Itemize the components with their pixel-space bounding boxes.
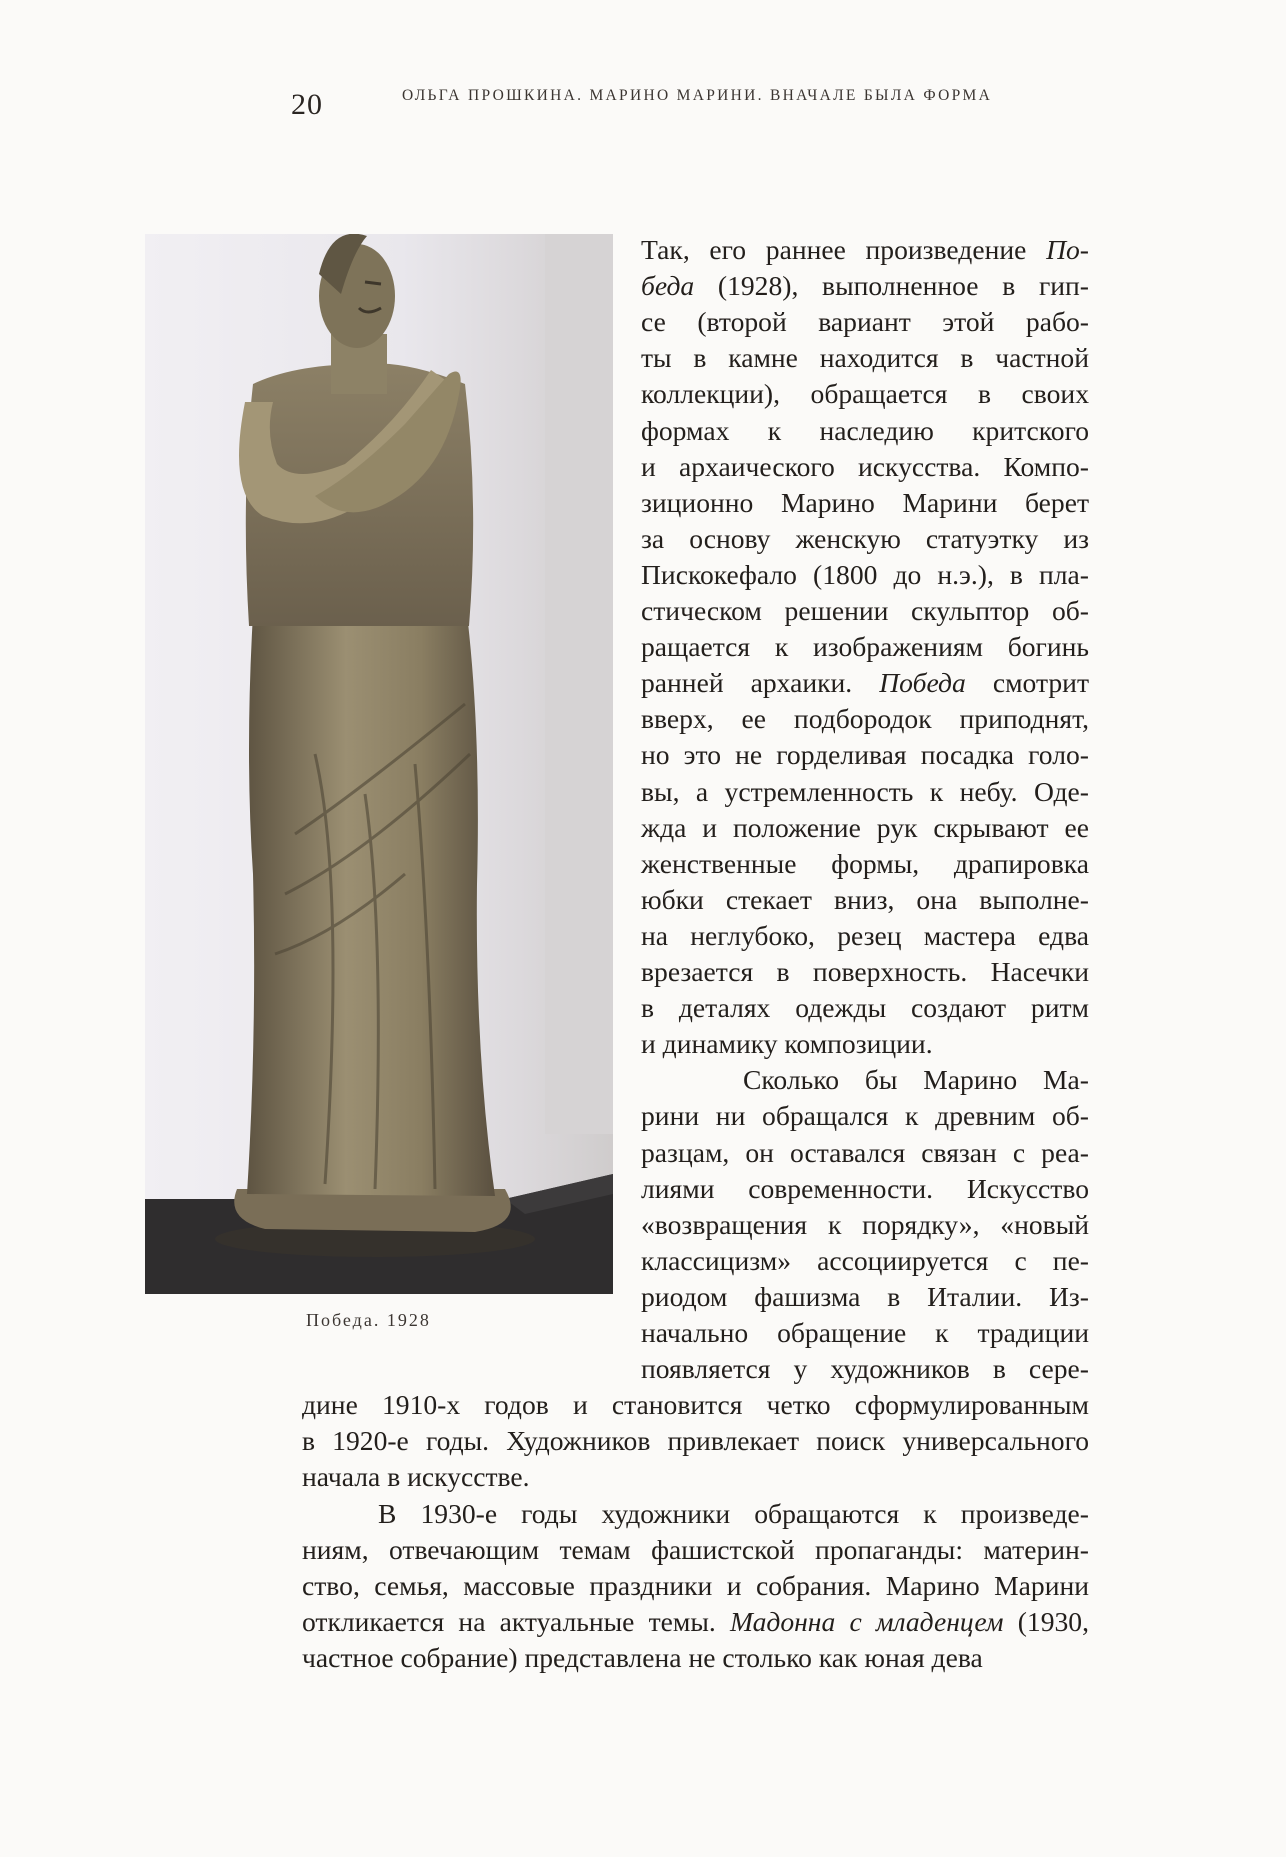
text-line — [641, 593, 1089, 629]
text-segment: се (второй вариант этой рабо- — [641, 306, 1089, 338]
text-line — [641, 1098, 1089, 1134]
text-segment: коллекции), обращается в своих — [641, 378, 1089, 410]
text-segment: дине 1910-х годов и становится четко сформулированным — [302, 1389, 1089, 1421]
text-line — [641, 1243, 1089, 1279]
text-line — [641, 810, 1089, 846]
text-segment: ниям, отвечающим темам фашистской пропаганды: материн- — [302, 1533, 1089, 1565]
running-title: ОЛЬГА ПРОШКИНА. МАРИНО МАРИНИ. ВНАЧАЛЕ БЫЛА ФОРМА — [402, 87, 993, 104]
text-segment: врезается в поверхность. Насечки — [641, 956, 1089, 987]
text-segment: риодом фашизма в Италии. Из- — [641, 1280, 1089, 1312]
text-line — [641, 990, 1089, 1026]
text-line — [641, 521, 1089, 557]
text-segment: классицизм» ассоциируется с пе- — [641, 1244, 1089, 1276]
text-line — [302, 1640, 1089, 1676]
text-line — [302, 1568, 1089, 1604]
text-line — [641, 376, 1089, 412]
text-line — [302, 1604, 1089, 1640]
text-segment: стическом решении скульптор об- — [641, 595, 1089, 626]
text-line — [302, 1459, 1089, 1495]
text-line — [302, 1387, 1089, 1423]
text-line — [641, 954, 1089, 990]
text-line — [641, 846, 1089, 882]
text-segment: в 1920-е годы. Художников привлекает поиск универсального — [302, 1425, 1089, 1457]
text-segment: ранней архаики. — [641, 667, 880, 699]
text-segment: вверх, ее подбородок приподнят, — [641, 703, 1089, 735]
text-segment: и архаического искусства. Компо- — [641, 450, 1089, 482]
text-segment: В 1930-е годы художники обращаются к произведе- — [378, 1497, 1089, 1529]
text-line — [641, 232, 1089, 268]
text-segment: появляется у художников в сере- — [641, 1353, 1089, 1385]
text-line — [641, 774, 1089, 810]
text-segment: ращается к изображениям богинь — [641, 631, 1089, 663]
text-line — [641, 665, 1089, 701]
italic-title: По- — [1046, 234, 1089, 265]
italic-title: Победа — [879, 667, 966, 699]
text-line — [641, 557, 1089, 593]
text-line — [641, 304, 1089, 340]
text-segment: но это не горделивая посадка голо- — [641, 739, 1089, 771]
text-line — [302, 1423, 1089, 1459]
text-line — [641, 737, 1089, 773]
text-line — [641, 1207, 1089, 1243]
text-segment: Пискокефало (1800 до н.э.), в пла- — [641, 558, 1089, 590]
text-segment: начально обращение к традиции — [641, 1317, 1089, 1348]
text-line — [641, 882, 1089, 918]
italic-title: беда — [641, 270, 695, 302]
text-segment: ты в камне находится в частной — [641, 342, 1089, 374]
text-line — [641, 1171, 1089, 1207]
text-segment: разцам, он оставался связан с реа- — [641, 1136, 1089, 1168]
text-segment: откликается на актуальные темы. — [302, 1605, 730, 1637]
text-segment: вы, а устремленность к небу. Оде- — [641, 775, 1089, 807]
text-segment: «возвращения к порядку», «новый — [641, 1208, 1089, 1240]
text-line — [302, 1532, 1089, 1568]
text-segment: Так, его раннее произведение — [641, 234, 1047, 265]
text-segment: зиционно Марино Марини берет — [641, 486, 1089, 518]
text-segment: частное собрание) представлена не столько как юная дева — [302, 1641, 983, 1673]
text-line — [641, 1351, 1089, 1387]
text-segment: в деталях одежды создают ритм — [641, 992, 1089, 1024]
text-segment: смотрит — [965, 667, 1089, 699]
text-line — [641, 629, 1089, 665]
text-line — [641, 268, 1089, 304]
text-segment: за основу женскую статуэтку из — [641, 522, 1089, 554]
text-segment: начала в искусстве. — [302, 1461, 530, 1493]
text-segment: лиями современности. Искусство — [641, 1172, 1089, 1204]
text-segment: на неглубоко, резец мастера едва — [641, 919, 1089, 951]
text-line — [641, 918, 1089, 954]
text-segment: и динамику композиции. — [641, 1028, 933, 1060]
page-number: 20 — [291, 88, 323, 121]
text-line — [641, 413, 1089, 449]
text-segment: женственные формы, драпировка — [641, 847, 1089, 879]
text-line — [743, 1062, 1089, 1098]
text-segment: жда и положение рук скрывают ее — [641, 811, 1089, 843]
text-line — [641, 485, 1089, 521]
text-segment: рини ни обращался к древним об- — [641, 1100, 1089, 1132]
text-line — [641, 1026, 1089, 1062]
italic-title: Мадонна с младенцем — [729, 1605, 1004, 1637]
text-segment: формах к наследию критского — [641, 414, 1089, 446]
text-segment: юбки стекает вниз, она выполне- — [641, 883, 1089, 915]
text-line — [641, 449, 1089, 485]
text-line — [641, 1135, 1089, 1171]
text-line — [641, 1279, 1089, 1315]
text-line — [641, 701, 1089, 737]
text-segment: (1928), выполненное в гип- — [694, 270, 1089, 302]
text-segment: Сколько бы Марино Ма- — [743, 1064, 1089, 1096]
text-line — [641, 1315, 1089, 1351]
text-line — [641, 340, 1089, 376]
text-segment: ство, семья, массовые праздники и собрания. Марино Марини — [302, 1569, 1089, 1601]
text-line — [378, 1496, 1089, 1532]
text-segment: (1930, — [1003, 1605, 1089, 1637]
figure-caption: Победа. 1928 — [306, 1310, 431, 1330]
